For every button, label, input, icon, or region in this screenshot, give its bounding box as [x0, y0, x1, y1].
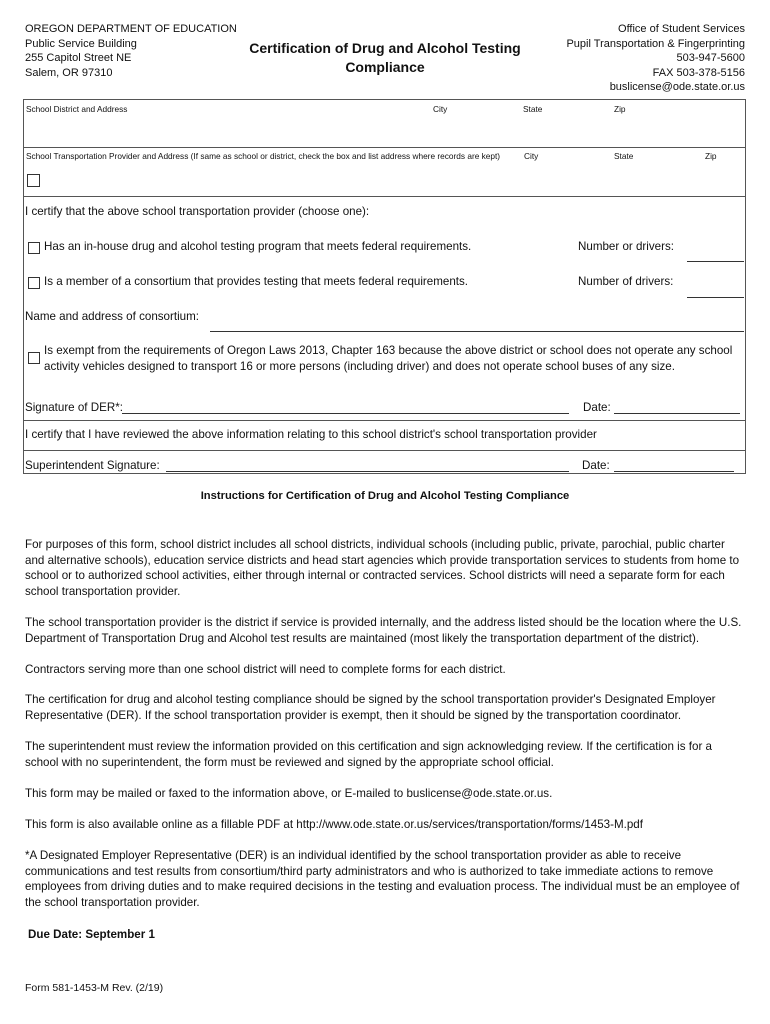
instructions-paragraph-8: *A Designated Employer Representative (DER) is an individual identified by the school transportation provider as able to receive communications and test results from consortium/third party administrators and who is authorized to take immediate actions to remove employees from driving duties and to make required decisions in the testing and evaluation process. The individual must be an employee of the school transportation provider. — [25, 849, 740, 909]
page-title — [215, 39, 555, 77]
district-zip-label: Zip — [614, 104, 626, 114]
provider-address-label: School Transportation Provider and Address (If same as school or district, check the box and list address where records are kept) — [26, 151, 501, 161]
superintendent-date-label: Date: — [582, 459, 610, 472]
agency-street: 255 Capitol Street NE — [25, 52, 132, 64]
agency-address-block — [25, 22, 237, 80]
review-statement: I certify that I have reviewed the above information relating to this school district's school transportation provider — [25, 428, 597, 441]
der-signature-field[interactable] — [122, 413, 569, 414]
district-state-label: State — [523, 104, 543, 114]
inhouse-program-label: Has an in-house drug and alcohol testing program that meets federal requirements. — [44, 240, 472, 253]
form-number: Form 581-1453-M Rev. (2/19) — [25, 982, 164, 994]
due-date: Due Date: September 1 — [28, 928, 155, 941]
divider — [24, 196, 745, 197]
district-address-label: School District and Address — [26, 104, 128, 114]
office-section: Pupil Transportation & Fingerprinting — [566, 37, 745, 50]
district-address-field[interactable] — [24, 114, 745, 146]
instructions-paragraph-7: This form is also available online as a fillable PDF at http://www.ode.state.or.us/services/transportation/forms/1453-M.pdf — [25, 818, 643, 831]
instructions-paragraph-6: This form may be mailed or faxed to the information above, or E-mailed to buslicense@ode.state.or.us. — [25, 787, 553, 800]
der-date-label: Date: — [583, 401, 611, 414]
provider-city-label: City — [524, 151, 539, 161]
office-contact-block — [566, 22, 745, 95]
inhouse-drivers-label: Number or drivers: — [578, 240, 674, 253]
page-title-line1: Certification of Drug and Alcohol Testing — [249, 40, 521, 56]
superintendent-signature-label: Superintendent Signature: — [25, 459, 160, 472]
office-name: Office of Student Services — [618, 23, 745, 35]
instructions-paragraph-2: The school transportation provider is the district if service is provided internally, and the address listed should be the location where the U.S. Department of Transportation Drug and Alcohol test results are maintained (most likely the transportation department of the district). — [25, 616, 742, 645]
district-city-label: City — [433, 104, 448, 114]
exempt-label-line1: Is exempt from the requirements of Oregon Laws 2013, Chapter 163 because the above district or school does not operate any school — [44, 344, 733, 357]
divider — [24, 450, 745, 451]
consortium-drivers-field[interactable] — [687, 297, 744, 298]
page-title-line2: Compliance — [345, 59, 425, 75]
same-as-district-checkbox[interactable] — [27, 174, 40, 187]
consortium-member-checkbox[interactable] — [28, 277, 40, 289]
superintendent-signature-field[interactable] — [166, 471, 569, 472]
der-signature-label: Signature of DER*: — [25, 401, 123, 414]
consortium-name-field[interactable] — [210, 331, 744, 332]
exempt-label-line2: activity vehicles designed to transport 16 or more persons (including driver) and does not operate school buses of any size. — [44, 360, 675, 373]
provider-state-label: State — [614, 151, 634, 161]
provider-zip-label: Zip — [705, 151, 717, 161]
certification-form — [23, 99, 746, 474]
office-phone: 503-947-5600 — [676, 52, 745, 64]
consortium-name-label: Name and address of consortium: — [25, 310, 199, 323]
agency-name: OREGON DEPARTMENT OF EDUCATION — [25, 23, 237, 35]
exempt-checkbox[interactable] — [28, 352, 40, 364]
inhouse-program-checkbox[interactable] — [28, 242, 40, 254]
agency-city: Salem, OR 97310 — [25, 66, 113, 79]
office-fax: FAX 503-378-5156 — [652, 66, 745, 79]
divider — [24, 420, 745, 421]
instructions-paragraph-3: Contractors serving more than one school district will need to complete forms for each district. — [25, 663, 506, 676]
instructions-paragraph-5: The superintendent must review the information provided on this certification and sign acknowledging review. If the certification is for a school with no superintendent, the form must be reviewed and signed by the appropriate school official. — [25, 740, 712, 769]
certify-intro: I certify that the above school transportation provider (choose one): — [25, 205, 370, 218]
office-email[interactable]: buslicense@ode.state.or.us — [609, 81, 745, 93]
instructions-paragraph-1: For purposes of this form, school district includes all school districts, individual schools (including public, private, parochial, public charter and alternative schools), education service districts and head start agencies which provide transportation services to students from home to school or to authorized school activities, either through internal or contracted services. School districts will need a separate form for each school transportation provider. — [25, 538, 740, 598]
instructions-title: Instructions for Certification of Drug and Alcohol Testing Compliance — [200, 490, 570, 502]
divider — [24, 147, 745, 148]
inhouse-drivers-field[interactable] — [687, 261, 744, 262]
instructions-paragraph-4: The certification for drug and alcohol testing compliance should be signed by the school transportation provider's Designated Employer Representative (DER). If the school transportation provider is exempt, then it should be signed by the transportation coordinator. — [25, 693, 716, 722]
superintendent-date-field[interactable] — [614, 471, 734, 472]
agency-building: Public Service Building — [25, 37, 137, 50]
der-date-field[interactable] — [614, 413, 740, 414]
consortium-member-label: Is a member of a consortium that provides testing that meets federal requirements. — [44, 275, 469, 288]
consortium-drivers-label: Number of drivers: — [578, 275, 674, 288]
